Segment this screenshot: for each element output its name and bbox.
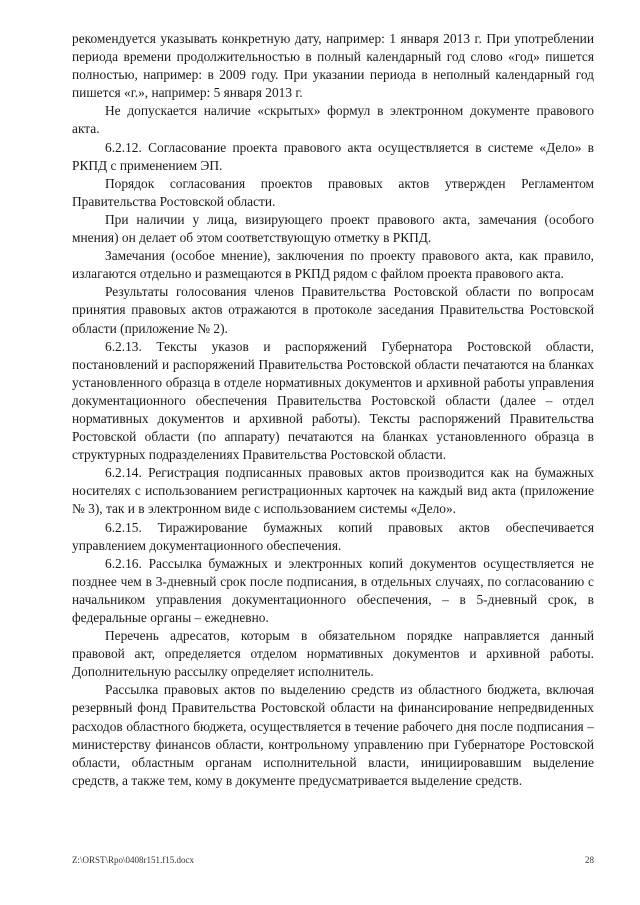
paragraph-10: 6.2.15. Тиражирование бумажных копий правовых актов обеспечивается управлением документационного обеспечения. (72, 519, 594, 553)
paragraph-9: 6.2.14. Регистрация подписанных правовых актов производится как на бумажных носителях с использованием регистрационных карточек на каждый вид акта (приложение № 3), так и в электронном виде с использованием системы «Дело». (72, 465, 594, 517)
paragraph-4: Порядок согласования проектов правовых актов утвержден Регламентом Правительства Ростовской области. (72, 175, 594, 209)
paragraph-3: 6.2.12. Согласование проекта правового акта осуществляется в системе «Дело» в РКПД с применением ЭП. (72, 139, 594, 173)
paragraph-6: Замечания (особое мнение), заключения по проекту правового акта, как правило, излагаются отдельно и размещаются в РКПД рядом с файлом проекта правового акта. (72, 248, 594, 282)
paragraph-8: 6.2.13. Тексты указов и распоряжений Губернатора Ростовской области, постановлений и распоряжений Правительства Ростовской области печатаются на бланках установленного образца в отделе нормативных документов и архивной работы управления документационного обеспечения Правительства Ростовской области (далее – отдел нормативных документов и архивной работы). Тексты распоряжений Правительства Ростовской области (по аппарату) печатаются на бланках установленного образца в структурных подразделениях Правительства Ростовской области. (72, 338, 594, 463)
paragraph-13: Рассылка правовых актов по выделению средств из областного бюджета, включая резервный фонд Правительства Ростовской области на финансирование непредвиденных расходов областного бюджета, осуществляется в течение рабочего дня после подписания – министерству финансов области, контрольному управлению при Губернаторе Ростовской области, областным органам исполнительной власти, инициировавшим выделение средств, а также тем, кому в документе предусматривается выделение средств. (72, 682, 594, 788)
file-path: Z:\ORST\Rpo\0408r151.f15.docx (72, 855, 194, 865)
paragraph-11: 6.2.16. Рассылка бумажных и электронных копий документов осуществляется не позднее чем в 3-дневный срок после подписания, в отдельных случаях, по согласованию с начальником управления документационного обеспечения, – в 5-дневный срок, в федеральные органы – ежедневно. (72, 555, 594, 625)
document-body (72, 30, 594, 790)
paragraph-7: Результаты голосования членов Правительства Ростовской области по вопросам принятия правовых актов отражаются в протоколе заседания Правительства Ростовской области (приложение № 2). (72, 284, 594, 336)
paragraph-2: Не допускается наличие «скрытых» формул в электронном документе правового акта. (72, 103, 594, 137)
paragraph-12: Перечень адресатов, которым в обязательном порядке направляется данный правовой акт, определяется отделом нормативных документов и архивной работы. Дополнительную рассылку определяет исполнитель. (72, 628, 594, 680)
paragraph-5: При наличии у лица, визирующего проект правового акта, замечания (особого мнения) он делает об этом соответствующую отметку в РКПД. (72, 211, 594, 246)
page-number: 28 (585, 855, 594, 865)
paragraph-1: рекомендуется указывать конкретную дату, например: 1 января 2013 г. При употреблении периода времени продолжительностью в полный календарный год слово «год» пишется полностью, например: в 2009 году. При указании периода в неполный календарный год пишется «г.», например: 5 января 2013 г. (72, 31, 594, 101)
